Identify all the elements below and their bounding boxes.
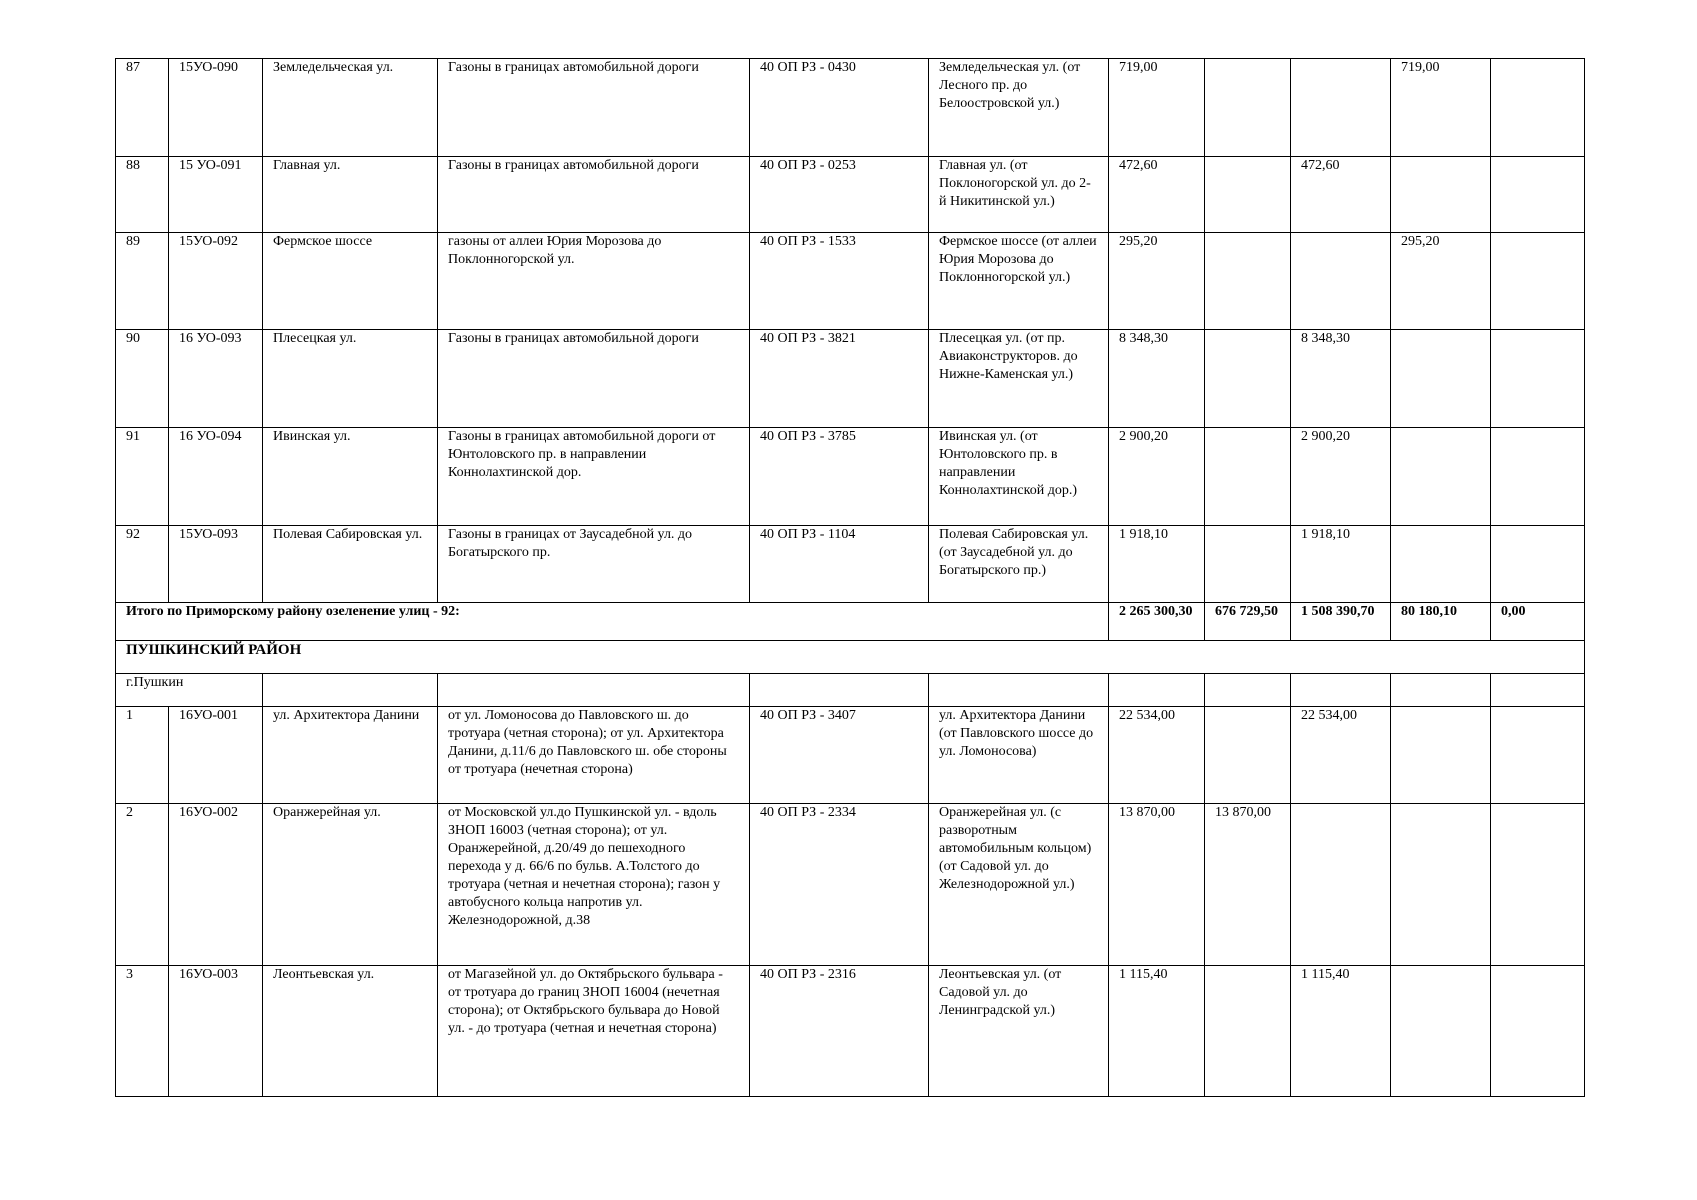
total-area-cell: 13 870,00 (1109, 804, 1205, 966)
empty-cell (1291, 674, 1391, 707)
area-col-1-cell (1205, 157, 1291, 233)
empty-cell (929, 674, 1109, 707)
area-col-1-cell (1205, 707, 1291, 804)
description-cell: от Московской ул.до Пушкинской ул. - вдоль ЗНОП 16003 (четная сторона); от ул. Оранжерейной, д.20/49 до пешеходного перехода у д. 66/6 по бульв. А.Толстого до тротуара (четная и нечетная сторона); газон у автобусного кольца напротив ул. Железнодорожной, д.38 (438, 804, 750, 966)
area-col-4-cell (1491, 59, 1585, 157)
empty-cell (1109, 674, 1205, 707)
total-value-cell: 676 729,50 (1205, 603, 1291, 641)
district-heading: ПУШКИНСКИЙ РАЙОН (116, 641, 1585, 674)
road-section-cell: Леонтьевская ул. (от Садовой ул. до Ленинградской ул.) (929, 966, 1109, 1097)
area-col-1-cell (1205, 966, 1291, 1097)
row-number-cell: 89 (116, 233, 169, 330)
total-area-cell: 22 534,00 (1109, 707, 1205, 804)
row-number-cell: 87 (116, 59, 169, 157)
area-col-3-cell (1391, 804, 1491, 966)
total-value-cell: 1 508 390,70 (1291, 603, 1391, 641)
description-cell: Газоны в границах от Заусадебной ул. до Богатырского пр. (438, 526, 750, 603)
code-cell: 15 УО-091 (169, 157, 263, 233)
street-name-cell: Фермское шоссе (263, 233, 438, 330)
row-number-cell: 2 (116, 804, 169, 966)
registry-number-cell: 40 ОП РЗ - 3821 (750, 330, 929, 428)
area-col-3-cell (1391, 157, 1491, 233)
description-cell: от ул. Ломоносова до Павловского ш. до тротуара (четная сторона); от ул. Архитектора Данини, д.11/6 до Павловского ш. обе стороны от тротуара (нечетная сторона) (438, 707, 750, 804)
row-number-cell: 88 (116, 157, 169, 233)
area-col-2-cell: 2 900,20 (1291, 428, 1391, 526)
row-number-cell: 90 (116, 330, 169, 428)
empty-cell (1391, 674, 1491, 707)
registry-number-cell: 40 ОП РЗ - 1104 (750, 526, 929, 603)
table-row (116, 966, 1585, 1097)
area-col-1-cell (1205, 59, 1291, 157)
subsection-header-row (116, 674, 1585, 707)
section-header-row (116, 641, 1585, 674)
road-section-cell: ул. Архитектора Данини (от Павловского шоссе до ул. Ломоносова) (929, 707, 1109, 804)
area-col-4-cell (1491, 966, 1585, 1097)
area-col-2-cell: 8 348,30 (1291, 330, 1391, 428)
table-row (116, 59, 1585, 157)
data-table (115, 58, 1585, 1097)
area-col-4-cell (1491, 233, 1585, 330)
total-area-cell: 719,00 (1109, 59, 1205, 157)
street-name-cell: Ивинская ул. (263, 428, 438, 526)
total-label: Итого по Приморскому району озеленение улиц - 92: (116, 603, 1109, 641)
registry-number-cell: 40 ОП РЗ - 2334 (750, 804, 929, 966)
area-col-3-cell (1391, 526, 1491, 603)
registry-number-cell: 40 ОП РЗ - 1533 (750, 233, 929, 330)
total-area-cell: 1 115,40 (1109, 966, 1205, 1097)
total-area-cell: 295,20 (1109, 233, 1205, 330)
description-cell: от Магазейной ул. до Октябрьского бульвара - от тротуара до границ ЗНОП 16004 (нечетная сторона); от Октябрьского бульвара до Новой ул. - до тротуара (четная и нечетная сторона) (438, 966, 750, 1097)
area-col-4-cell (1491, 330, 1585, 428)
registry-number-cell: 40 ОП РЗ - 0253 (750, 157, 929, 233)
area-col-1-cell (1205, 233, 1291, 330)
code-cell: 16 УО-094 (169, 428, 263, 526)
street-name-cell: Земледельческая ул. (263, 59, 438, 157)
description-cell: Газоны в границах автомобильной дороги (438, 157, 750, 233)
street-name-cell: Леонтьевская ул. (263, 966, 438, 1097)
table-row (116, 233, 1585, 330)
road-section-cell: Фермское шоссе (от аллеи Юрия Морозова до Поклонногорской ул.) (929, 233, 1109, 330)
code-cell: 15УО-092 (169, 233, 263, 330)
total-area-cell: 472,60 (1109, 157, 1205, 233)
empty-cell (750, 674, 929, 707)
street-name-cell: Плесецкая ул. (263, 330, 438, 428)
table-row (116, 157, 1585, 233)
area-col-3-cell (1391, 330, 1491, 428)
area-col-1-cell (1205, 526, 1291, 603)
row-number-cell: 91 (116, 428, 169, 526)
code-cell: 15УО-093 (169, 526, 263, 603)
row-number-cell: 3 (116, 966, 169, 1097)
area-col-3-cell (1391, 707, 1491, 804)
area-col-4-cell (1491, 526, 1585, 603)
table-row (116, 330, 1585, 428)
street-name-cell: Оранжерейная ул. (263, 804, 438, 966)
road-section-cell: Земледельческая ул. (от Лесного пр. до Белоостровской ул.) (929, 59, 1109, 157)
table-row (116, 707, 1585, 804)
street-name-cell: Главная ул. (263, 157, 438, 233)
empty-cell (1205, 674, 1291, 707)
area-col-4-cell (1491, 428, 1585, 526)
area-col-1-cell: 13 870,00 (1205, 804, 1291, 966)
empty-cell (263, 674, 438, 707)
code-cell: 15УО-090 (169, 59, 263, 157)
code-cell: 16УО-002 (169, 804, 263, 966)
table-row (116, 804, 1585, 966)
description-cell: Газоны в границах автомобильной дороги (438, 59, 750, 157)
area-col-2-cell: 1 115,40 (1291, 966, 1391, 1097)
road-section-cell: Главная ул. (от Поклоногорской ул. до 2-й Никитинской ул.) (929, 157, 1109, 233)
area-col-3-cell: 295,20 (1391, 233, 1491, 330)
total-value-cell: 80 180,10 (1391, 603, 1491, 641)
description-cell: Газоны в границах автомобильной дороги от Юнтоловского пр. в направлении Коннолахтинской дор. (438, 428, 750, 526)
street-name-cell: Полевая Сабировская ул. (263, 526, 438, 603)
road-section-cell: Оранжерейная ул. (с разворотным автомобильным кольцом) (от Садовой ул. до Железнодорожной ул.) (929, 804, 1109, 966)
road-section-cell: Ивинская ул. (от Юнтоловского пр. в направлении Коннолахтинской дор.) (929, 428, 1109, 526)
registry-number-cell: 40 ОП РЗ - 2316 (750, 966, 929, 1097)
area-col-2-cell: 472,60 (1291, 157, 1391, 233)
area-col-4-cell (1491, 707, 1585, 804)
registry-number-cell: 40 ОП РЗ - 3785 (750, 428, 929, 526)
area-col-3-cell: 719,00 (1391, 59, 1491, 157)
table-row (116, 526, 1585, 603)
area-col-1-cell (1205, 330, 1291, 428)
area-col-3-cell (1391, 428, 1491, 526)
street-name-cell: ул. Архитектора Данини (263, 707, 438, 804)
city-heading: г.Пушкин (116, 674, 263, 707)
table-row (116, 428, 1585, 526)
area-col-2-cell: 1 918,10 (1291, 526, 1391, 603)
registry-number-cell: 40 ОП РЗ - 3407 (750, 707, 929, 804)
area-col-3-cell (1391, 966, 1491, 1097)
empty-cell (1491, 674, 1585, 707)
area-col-4-cell (1491, 804, 1585, 966)
total-area-cell: 8 348,30 (1109, 330, 1205, 428)
total-value-cell: 2 265 300,30 (1109, 603, 1205, 641)
description-cell: газоны от аллеи Юрия Морозова до Поклонногорской ул. (438, 233, 750, 330)
description-cell: Газоны в границах автомобильной дороги (438, 330, 750, 428)
empty-cell (438, 674, 750, 707)
total-row (116, 603, 1585, 641)
row-number-cell: 1 (116, 707, 169, 804)
code-cell: 16УО-003 (169, 966, 263, 1097)
row-number-cell: 92 (116, 526, 169, 603)
total-area-cell: 1 918,10 (1109, 526, 1205, 603)
road-section-cell: Полевая Сабировская ул. (от Заусадебной ул. до Богатырского пр.) (929, 526, 1109, 603)
area-col-2-cell (1291, 804, 1391, 966)
road-section-cell: Плесецкая ул. (от пр. Авиаконструкторов. до Нижне-Каменская ул.) (929, 330, 1109, 428)
total-area-cell: 2 900,20 (1109, 428, 1205, 526)
area-col-2-cell: 22 534,00 (1291, 707, 1391, 804)
area-col-1-cell (1205, 428, 1291, 526)
total-value-cell: 0,00 (1491, 603, 1585, 641)
code-cell: 16 УО-093 (169, 330, 263, 428)
registry-number-cell: 40 ОП РЗ - 0430 (750, 59, 929, 157)
area-col-2-cell (1291, 233, 1391, 330)
area-col-2-cell (1291, 59, 1391, 157)
code-cell: 16УО-001 (169, 707, 263, 804)
area-col-4-cell (1491, 157, 1585, 233)
